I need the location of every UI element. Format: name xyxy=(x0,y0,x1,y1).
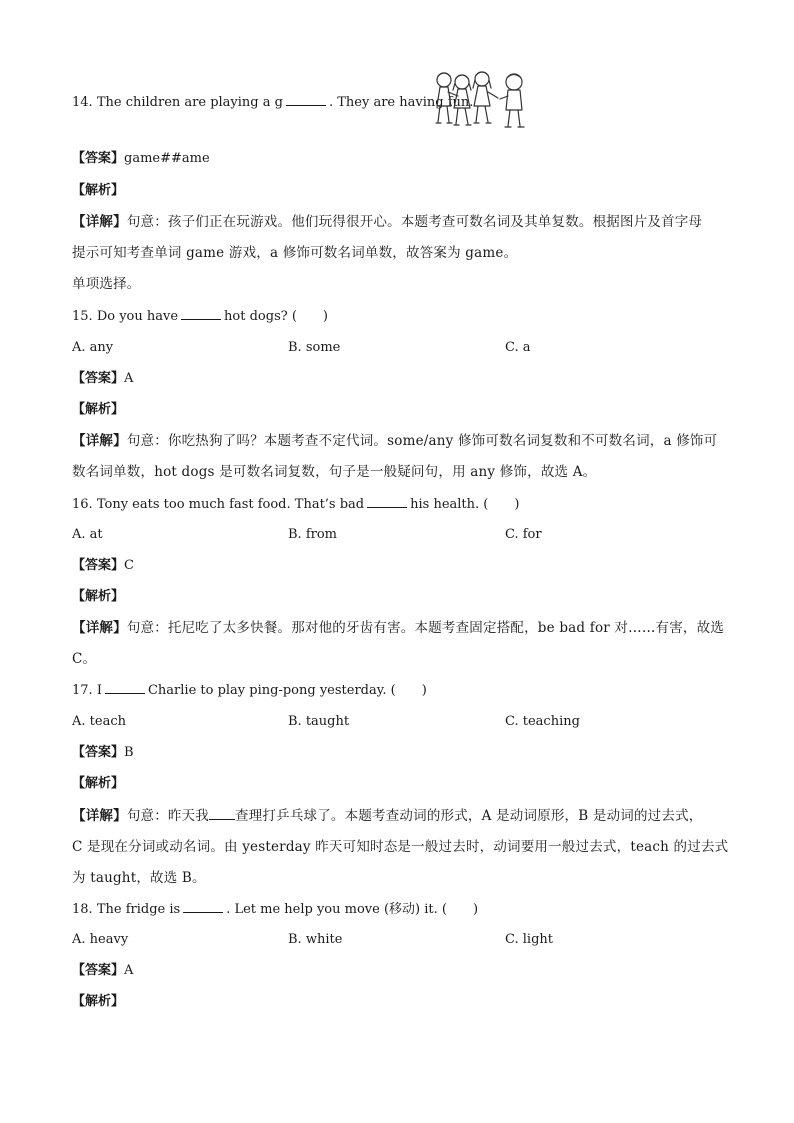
q17-detail-line-3: 为 taught，故选 B。 xyxy=(72,870,206,886)
q14-answer-value: game##ame xyxy=(124,151,210,166)
q14-text-after: . They are having fun. xyxy=(328,95,474,110)
q17-analysis-label: 【解析】 xyxy=(72,776,125,791)
q14-detail-text-1: 句意：孩子们正在玩游戏。他们玩得很开心。本题考查可数名词及其单复数。根据图片及首字母 xyxy=(126,214,703,230)
q18-option-c: C. light xyxy=(505,932,553,947)
q14-blank xyxy=(286,92,326,106)
q18-analysis-label: 【解析】 xyxy=(72,994,125,1009)
q15-analysis-label: 【解析】 xyxy=(72,402,125,417)
q18-blank xyxy=(183,899,223,913)
q16-text-before: Tony eats too much fast food. That’s bad xyxy=(96,497,365,512)
q17-detail-line-1 xyxy=(72,806,702,826)
q18-option-b: B. white xyxy=(288,932,343,947)
q17-detail-text-1b: 查理打乒乓球了。本题考查动词的形式，A 是动词原形，B 是动词的过去式， xyxy=(235,808,703,824)
q17-text-before: I xyxy=(96,683,102,698)
detail-label: 【详解】 xyxy=(72,214,127,230)
q15-answer xyxy=(72,369,133,389)
q15-close-paren: ) xyxy=(322,309,328,324)
q18-number: 18. xyxy=(72,902,93,917)
q16-answer-value: C xyxy=(124,558,134,573)
q16-close-paren: ) xyxy=(514,497,520,512)
q15-number: 15. xyxy=(72,309,93,324)
q17-detail-blank xyxy=(209,806,235,820)
section-title: 单项选择。 xyxy=(72,276,141,292)
q17-question xyxy=(72,680,427,701)
q15-option-c: C. a xyxy=(505,340,531,355)
q15-answer-value: A xyxy=(124,371,134,386)
detail-label: 【详解】 xyxy=(72,620,127,636)
answer-label: 【答案】 xyxy=(72,558,125,573)
q14-text-before: The children are playing a g xyxy=(96,95,283,110)
detail-label: 【详解】 xyxy=(72,808,127,824)
q18-close-paren: ) xyxy=(472,902,479,917)
q15-option-b: B. some xyxy=(288,340,341,355)
q17-option-a: A. teach xyxy=(72,714,126,729)
q16-analysis-label: 【解析】 xyxy=(72,589,125,604)
q18-question xyxy=(72,899,478,920)
q15-text-before: Do you have xyxy=(96,309,179,324)
answer-label: 【答案】 xyxy=(72,151,125,166)
q16-detail-line-1 xyxy=(72,618,724,638)
q17-answer xyxy=(72,743,134,763)
answer-label: 【答案】 xyxy=(72,745,125,760)
q18-answer xyxy=(72,961,133,981)
q15-detail-line-2: 数名词单数，hot dogs 是可数名词复数，句子是一般疑问句，用 any 修饰，故选 A。 xyxy=(72,464,597,480)
q17-detail-text-1a: 句意：昨天我 xyxy=(126,808,210,824)
q14-analysis-label: 【解析】 xyxy=(72,183,125,198)
q18-option-a: A. heavy xyxy=(72,932,129,947)
q16-blank xyxy=(367,494,407,508)
q14-answer xyxy=(72,149,210,169)
q17-number: 17. xyxy=(72,683,93,698)
q17-answer-value: B xyxy=(124,745,134,760)
q17-detail-line-2: C 是现在分词或动名词。由 yesterday 昨天可知时态是一般过去时，动词要用一般过去式，teach 的过去式 xyxy=(72,839,729,855)
q16-question xyxy=(72,494,519,515)
q15-detail-text-1: 句意：你吃热狗了吗？本题考查不定代词。some/any 修饰可数名词复数和不可数名词，a 修饰可 xyxy=(126,433,718,449)
q17-text-after: Charlie to play ping-pong yesterday. ( xyxy=(147,683,396,698)
q17-option-c: C. teaching xyxy=(505,714,580,729)
q18-text-after: . Let me help you move (移动) it. ( xyxy=(226,902,447,917)
q14-detail-line-1 xyxy=(72,212,702,232)
q16-detail-line-2: C。 xyxy=(72,651,97,667)
q14-detail-line-2: 提示可知考查单词 game 游戏，a 修饰可数名词单数，故答案为 game。 xyxy=(72,245,518,261)
q16-answer xyxy=(72,556,134,576)
q16-detail-text-1: 句意：托尼吃了太多快餐。那对他的牙齿有害。本题考查固定搭配，be bad for 对……有害，故选 xyxy=(126,620,725,636)
q15-text-after: hot dogs? ( xyxy=(224,309,297,324)
children-playing-illustration xyxy=(432,68,532,134)
q17-close-paren: ) xyxy=(421,683,427,698)
q17-option-b: B. taught xyxy=(288,714,350,729)
q16-option-b: B. from xyxy=(288,527,337,542)
q15-question xyxy=(72,306,328,327)
q16-option-c: C. for xyxy=(505,527,542,542)
q16-text-after: his health. ( xyxy=(410,497,489,512)
q16-option-a: A. at xyxy=(72,527,103,542)
q16-number: 16. xyxy=(72,497,93,512)
q18-text-before: The fridge is xyxy=(96,902,181,917)
q14-number: 14. xyxy=(72,95,93,110)
q15-detail-line-1 xyxy=(72,431,717,451)
answer-label: 【答案】 xyxy=(72,963,125,978)
detail-label: 【详解】 xyxy=(72,433,127,449)
q14-question xyxy=(72,92,473,113)
answer-label: 【答案】 xyxy=(72,371,125,386)
q18-answer-value: A xyxy=(124,963,134,978)
q15-blank xyxy=(181,306,221,320)
q17-blank xyxy=(105,680,145,694)
q15-option-a: A. any xyxy=(72,340,114,355)
